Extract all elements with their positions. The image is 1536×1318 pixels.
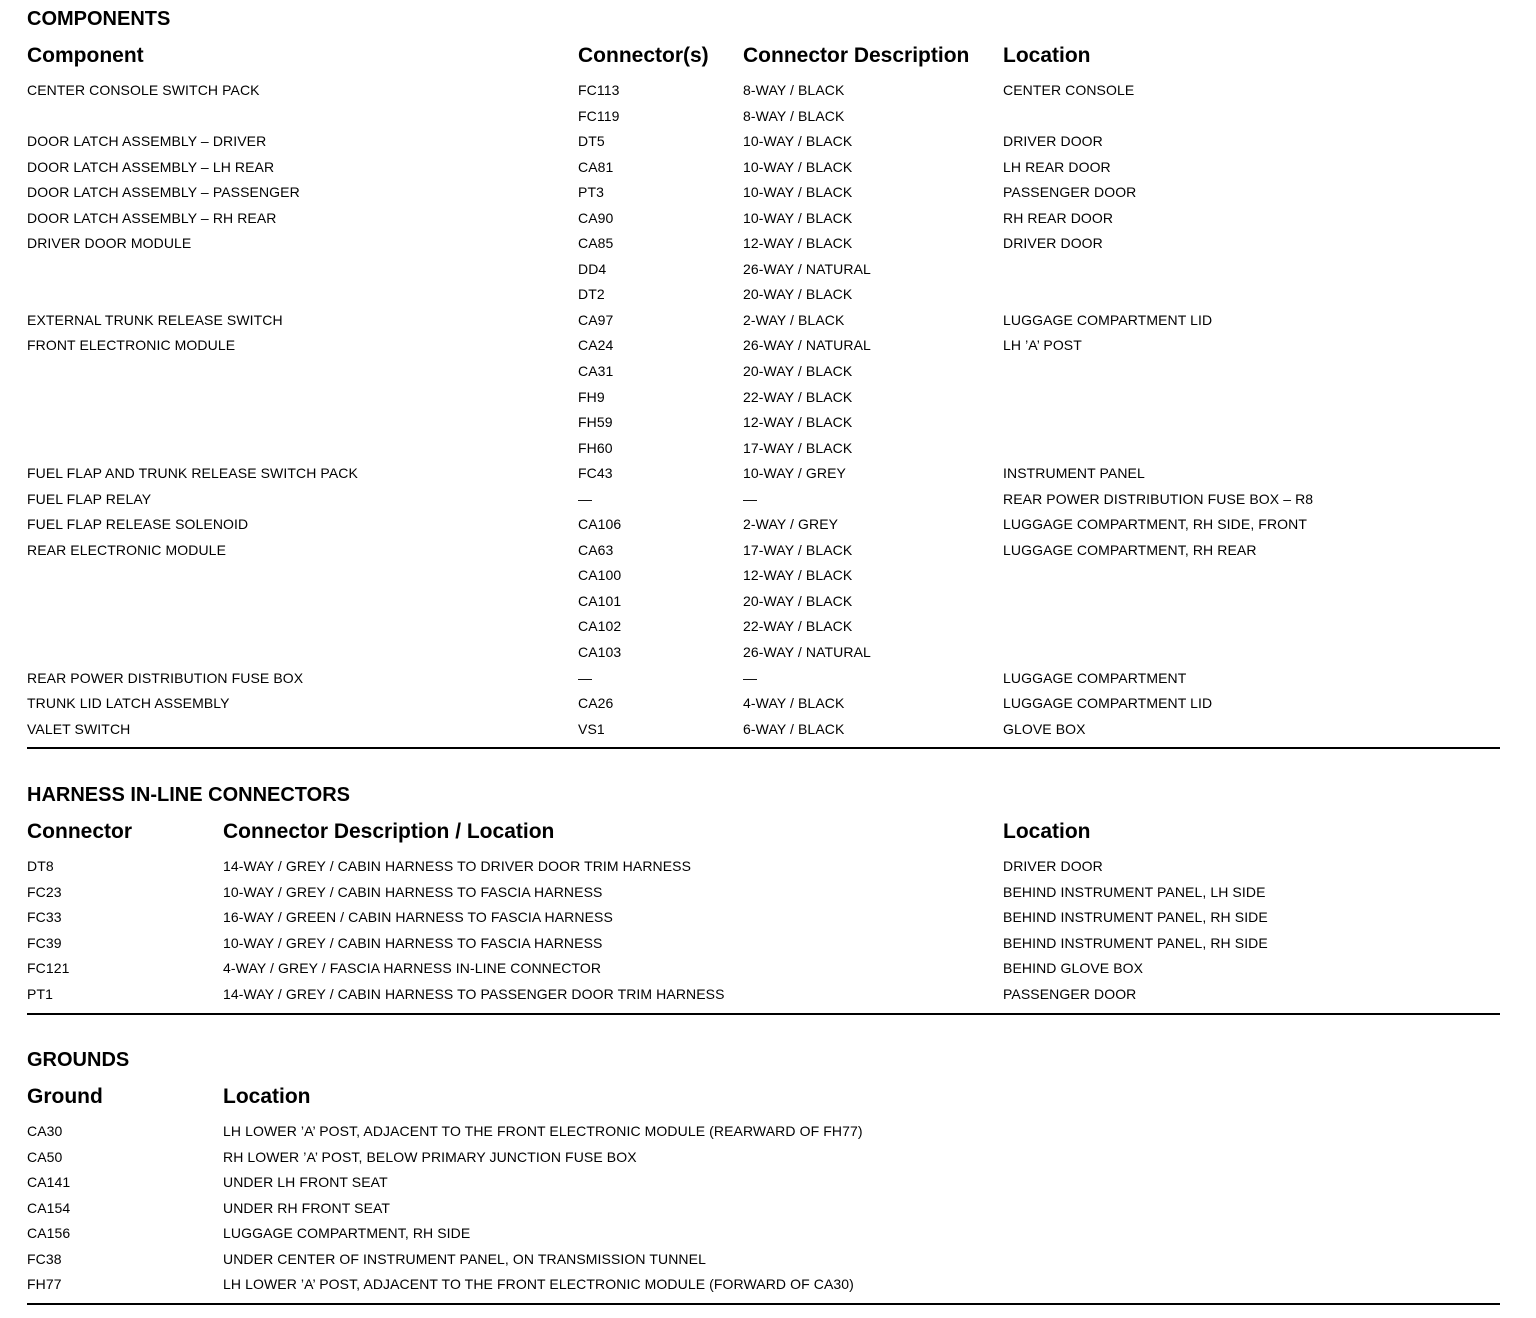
components-cell-component: EXTERNAL TRUNK RELEASE SWITCH	[27, 311, 283, 328]
components-row	[27, 284, 1500, 310]
components-cell-connector: CA81	[578, 158, 614, 175]
components-cell-component: DOOR LATCH ASSEMBLY – RH REAR	[27, 209, 277, 226]
harness-table	[27, 856, 1500, 1009]
grounds-title: GROUNDS	[27, 1049, 130, 1071]
components-cell-connector: CA103	[578, 644, 622, 661]
components-cell-description: —	[743, 669, 758, 686]
components-row	[27, 310, 1500, 336]
components-cell-description: 4-WAY / BLACK	[743, 695, 845, 712]
harness-header-connector: Connector	[27, 820, 132, 843]
harness-cell-description: 14-WAY / GREY / CABIN HARNESS TO DRIVER DOOR TRIM HARNESS	[223, 858, 692, 874]
components-cell-description: 10-WAY / BLACK	[743, 158, 853, 175]
components-cell-connector: FC113	[578, 82, 620, 98]
components-row	[27, 361, 1500, 387]
grounds-cell-ground: FH77	[27, 1276, 62, 1293]
harness-row	[27, 958, 1500, 984]
components-cell-location: DRIVER DOOR	[1003, 235, 1103, 252]
components-cell-connector: CA24	[578, 337, 614, 354]
grounds-cell-ground: CA30	[27, 1123, 63, 1139]
components-cell-description: 22-WAY / BLACK	[743, 618, 853, 635]
components-row	[27, 693, 1500, 719]
harness-title: HARNESS IN-LINE CONNECTORS	[27, 784, 350, 806]
grounds-cell-location: UNDER LH FRONT SEAT	[223, 1174, 388, 1191]
components-cell-component: REAR POWER DISTRIBUTION FUSE BOX	[27, 669, 304, 686]
components-cell-location: LUGGAGE COMPARTMENT, RH SIDE, FRONT	[1003, 516, 1308, 533]
grounds-cell-location: RH LOWER ’A’ POST, BELOW PRIMARY JUNCTION FUSE BOX	[223, 1148, 637, 1165]
components-cell-description: 2-WAY / GREY	[743, 516, 839, 533]
grounds-row	[27, 1274, 1500, 1300]
components-cell-location: GLOVE BOX	[1003, 720, 1086, 737]
components-cell-connector: —	[578, 490, 593, 507]
components-cell-description: 10-WAY / BLACK	[743, 184, 853, 201]
harness-header-description: Connector Description / Location	[223, 820, 555, 843]
harness-cell-connector: DT8	[27, 858, 54, 874]
components-cell-description: 22-WAY / BLACK	[743, 388, 853, 405]
components-row	[27, 591, 1500, 617]
components-row	[27, 80, 1500, 106]
components-cell-description: 12-WAY / BLACK	[743, 414, 853, 431]
components-cell-location: LUGGAGE COMPARTMENT LID	[1003, 695, 1213, 712]
components-row	[27, 489, 1500, 515]
grounds-cell-ground: FC38	[27, 1250, 62, 1267]
components-cell-location: INSTRUMENT PANEL	[1003, 465, 1145, 482]
components-cell-description: 17-WAY / BLACK	[743, 541, 853, 558]
components-cell-description: 20-WAY / BLACK	[743, 592, 853, 609]
components-row	[27, 514, 1500, 540]
components-cell-connector: DT5	[578, 133, 605, 150]
components-cell-location: LUGGAGE COMPARTMENT LID	[1003, 311, 1213, 328]
components-header-description: Connector Description	[743, 44, 970, 67]
components-cell-location: LH REAR DOOR	[1003, 158, 1111, 175]
components-cell-component: DOOR LATCH ASSEMBLY – DRIVER	[27, 133, 267, 150]
components-cell-component: DOOR LATCH ASSEMBLY – PASSENGER	[27, 184, 300, 201]
harness-cell-location: DRIVER DOOR	[1003, 858, 1103, 874]
grounds-row	[27, 1147, 1500, 1173]
harness-cell-connector: FC121	[27, 960, 70, 977]
grounds-cell-location: LUGGAGE COMPARTMENT, RH SIDE	[223, 1225, 471, 1242]
components-cell-description: 10-WAY / GREY	[743, 465, 846, 482]
harness-cell-location: BEHIND GLOVE BOX	[1003, 960, 1144, 977]
components-cell-connector: FH9	[578, 388, 605, 405]
components-row	[27, 616, 1500, 642]
components-cell-connector: VS1	[578, 720, 605, 737]
grounds-row	[27, 1223, 1500, 1249]
components-cell-connector: CA90	[578, 209, 614, 226]
components-row	[27, 719, 1500, 745]
components-cell-description: 10-WAY / BLACK	[743, 209, 853, 226]
grounds-cell-ground: CA50	[27, 1148, 63, 1165]
components-cell-connector: CA97	[578, 311, 614, 328]
components-row	[27, 412, 1500, 438]
components-cell-description: 26-WAY / NATURAL	[743, 260, 871, 277]
harness-cell-location: PASSENGER DOOR	[1003, 985, 1137, 1002]
harness-cell-description: 16-WAY / GREEN / CABIN HARNESS TO FASCIA HARNESS	[223, 909, 613, 926]
components-cell-component: FRONT ELECTRONIC MODULE	[27, 337, 236, 354]
components-cell-connector: CA26	[578, 695, 614, 712]
grounds-cell-location: UNDER RH FRONT SEAT	[223, 1199, 391, 1216]
harness-cell-location: BEHIND INSTRUMENT PANEL, RH SIDE	[1003, 909, 1268, 926]
components-row	[27, 540, 1500, 566]
components-cell-description: 26-WAY / NATURAL	[743, 644, 871, 661]
harness-row	[27, 907, 1500, 933]
components-header-component: Component	[27, 44, 144, 67]
components-cell-component: DOOR LATCH ASSEMBLY – LH REAR	[27, 158, 275, 175]
components-cell-connector: CA63	[578, 541, 614, 558]
components-row	[27, 565, 1500, 591]
components-cell-description: 8-WAY / BLACK	[743, 82, 845, 98]
components-cell-description: 12-WAY / BLACK	[743, 567, 853, 584]
harness-row	[27, 856, 1500, 882]
components-header-connectors: Connector(s)	[578, 44, 709, 67]
components-cell-component: REAR ELECTRONIC MODULE	[27, 541, 227, 558]
components-row	[27, 387, 1500, 413]
grounds-cell-location: UNDER CENTER OF INSTRUMENT PANEL, ON TRANSMISSION TUNNEL	[223, 1250, 706, 1267]
components-cell-description: 12-WAY / BLACK	[743, 235, 853, 252]
components-cell-connector: FH59	[578, 414, 613, 431]
components-cell-description: 26-WAY / NATURAL	[743, 337, 871, 354]
components-table	[27, 80, 1500, 744]
components-cell-description: 2-WAY / BLACK	[743, 311, 845, 328]
harness-cell-connector: PT1	[27, 985, 53, 1002]
components-row	[27, 463, 1500, 489]
components-cell-connector: DT2	[578, 286, 605, 303]
harness-cell-description: 14-WAY / GREY / CABIN HARNESS TO PASSENGER DOOR TRIM HARNESS	[223, 985, 725, 1002]
harness-cell-connector: FC23	[27, 883, 62, 900]
components-row	[27, 335, 1500, 361]
grounds-header-ground: Ground	[27, 1085, 103, 1108]
components-row	[27, 106, 1500, 132]
components-cell-description: 17-WAY / BLACK	[743, 439, 853, 456]
grounds-table	[27, 1121, 1500, 1300]
components-cell-connector: PT3	[578, 184, 604, 201]
grounds-row	[27, 1249, 1500, 1275]
components-cell-component: FUEL FLAP AND TRUNK RELEASE SWITCH PACK	[27, 465, 358, 482]
components-cell-connector: FC43	[578, 465, 613, 482]
grounds-row	[27, 1121, 1500, 1147]
harness-cell-description: 10-WAY / GREY / CABIN HARNESS TO FASCIA HARNESS	[223, 934, 603, 951]
harness-cell-connector: FC33	[27, 909, 62, 926]
components-cell-description: 6-WAY / BLACK	[743, 720, 845, 737]
components-title: COMPONENTS	[27, 8, 171, 30]
harness-header-location: Location	[1003, 820, 1091, 843]
components-cell-description: 20-WAY / BLACK	[743, 363, 853, 380]
components-cell-component: FUEL FLAP RELAY	[27, 490, 152, 507]
components-cell-connector: CA106	[578, 516, 622, 533]
components-cell-connector: CA31	[578, 363, 614, 380]
components-row	[27, 208, 1500, 234]
components-cell-location: LUGGAGE COMPARTMENT	[1003, 669, 1187, 686]
components-row	[27, 668, 1500, 694]
grounds-header-location: Location	[223, 1085, 311, 1108]
components-cell-connector: FC119	[578, 107, 620, 124]
harness-cell-description: 4-WAY / GREY / FASCIA HARNESS IN-LINE CONNECTOR	[223, 960, 602, 977]
components-cell-component: TRUNK LID LATCH ASSEMBLY	[27, 695, 230, 712]
harness-cell-location: BEHIND INSTRUMENT PANEL, LH SIDE	[1003, 883, 1266, 900]
grounds-row	[27, 1172, 1500, 1198]
components-row	[27, 259, 1500, 285]
harness-cell-connector: FC39	[27, 934, 62, 951]
components-cell-connector: FH60	[578, 439, 613, 456]
components-cell-component: FUEL FLAP RELEASE SOLENOID	[27, 516, 249, 533]
components-cell-connector: CA101	[578, 592, 622, 609]
components-cell-location: LUGGAGE COMPARTMENT, RH REAR	[1003, 541, 1257, 558]
components-cell-location: DRIVER DOOR	[1003, 133, 1103, 150]
components-header-location: Location	[1003, 44, 1091, 67]
components-cell-connector: DD4	[578, 260, 607, 277]
components-cell-location: CENTER CONSOLE	[1003, 82, 1135, 98]
components-cell-description: —	[743, 490, 758, 507]
components-cell-connector: —	[578, 669, 593, 686]
grounds-cell-ground: CA156	[27, 1225, 71, 1242]
grounds-cell-ground: CA154	[27, 1199, 71, 1216]
components-cell-connector: CA85	[578, 235, 614, 252]
components-cell-component: VALET SWITCH	[27, 720, 131, 737]
grounds-cell-location: LH LOWER ’A’ POST, ADJACENT TO THE FRONT ELECTRONIC MODULE (FORWARD OF CA30)	[223, 1276, 854, 1293]
components-cell-location: RH REAR DOOR	[1003, 209, 1114, 226]
grounds-divider	[27, 1303, 1500, 1305]
components-cell-connector: CA102	[578, 618, 622, 635]
components-cell-description: 8-WAY / BLACK	[743, 107, 845, 124]
components-row	[27, 157, 1500, 183]
components-row	[27, 642, 1500, 668]
components-row	[27, 233, 1500, 259]
harness-row	[27, 882, 1500, 908]
harness-row	[27, 933, 1500, 959]
components-cell-component: DRIVER DOOR MODULE	[27, 235, 192, 252]
grounds-cell-ground: CA141	[27, 1174, 71, 1191]
grounds-row	[27, 1198, 1500, 1224]
components-cell-component: CENTER CONSOLE SWITCH PACK	[27, 82, 260, 98]
components-cell-location: PASSENGER DOOR	[1003, 184, 1137, 201]
components-row	[27, 438, 1500, 464]
components-row	[27, 131, 1500, 157]
components-row	[27, 182, 1500, 208]
components-cell-connector: CA100	[578, 567, 622, 584]
components-cell-location: LH ’A’ POST	[1003, 337, 1082, 354]
harness-row	[27, 984, 1500, 1010]
components-divider	[27, 747, 1500, 749]
harness-cell-description: 10-WAY / GREY / CABIN HARNESS TO FASCIA HARNESS	[223, 883, 603, 900]
components-cell-description: 20-WAY / BLACK	[743, 286, 853, 303]
harness-cell-location: BEHIND INSTRUMENT PANEL, RH SIDE	[1003, 934, 1268, 951]
components-cell-location: REAR POWER DISTRIBUTION FUSE BOX – R8	[1003, 490, 1314, 507]
grounds-cell-location: LH LOWER ’A’ POST, ADJACENT TO THE FRONT ELECTRONIC MODULE (REARWARD OF FH77)	[223, 1123, 863, 1139]
harness-divider	[27, 1013, 1500, 1015]
components-cell-description: 10-WAY / BLACK	[743, 133, 853, 150]
